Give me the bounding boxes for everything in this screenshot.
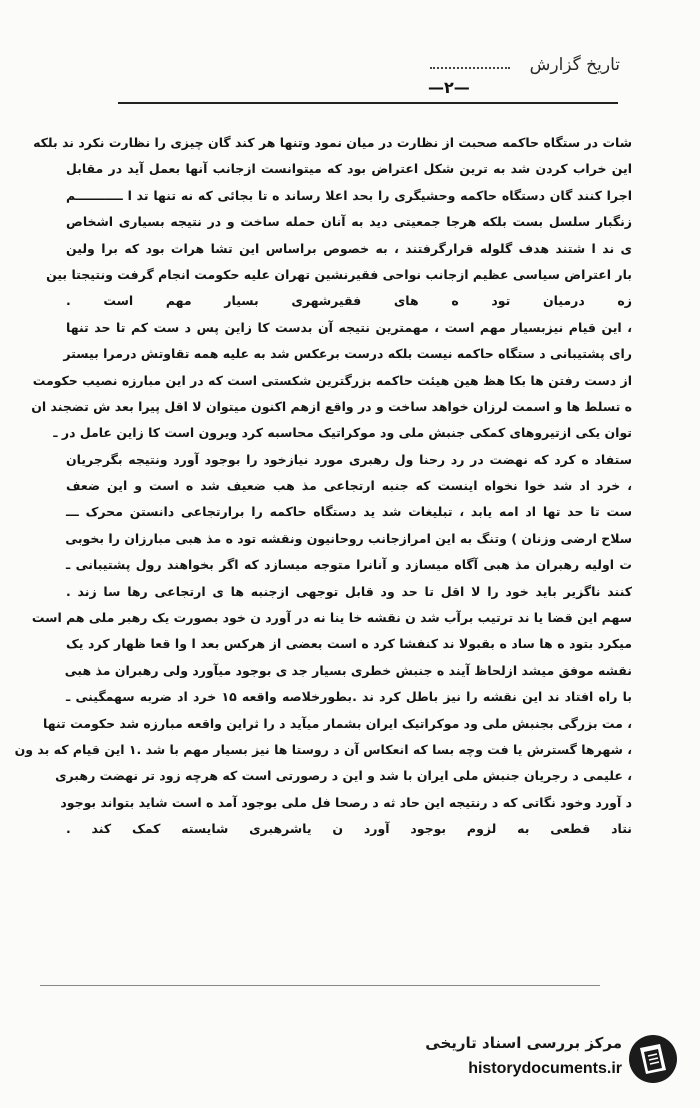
page-header [120, 55, 620, 85]
body-line: از دست رفتن ها بکا هظ هین هیئت حاکمه بزرگترین شکستی است که در این مبارزه نصیب حکومت [32, 372, 632, 388]
body-line: ، این قیام نیزبسیار مهم است ، مهمترین نتیجه آن بدست کا زاین پس د ست کم تا حد تنها [66, 319, 632, 335]
body-line: اجرا کنند گان دستگاه حاکمه وحشیگری را بحد اعلا رساند ه تا بجائی که نه تنها تد ا ـــــــــــم [66, 187, 632, 203]
body-line: سهم این قضا یا ند ترتیب برآب شد ن نقشه خا ینا نه در آورد ن خود بصورت یک رهبر ملی هم است [31, 610, 632, 626]
body-line: سلاح ارضی وزنان ) وتنگ به این امرازجانب روحانیون ونقشه تود ه مذ هبی مبارزان را بخوبی [65, 530, 632, 546]
body-line: بار اعتراض سیاسی عظیم ازجانب نواحی فقیرنشین تهران علیه حکومت انجام گرفت ونتیجتا بین [46, 266, 632, 282]
body-line: ست تا حد تها اد امه یابد ، تبلیغات شد ید دستگاه حاکمه را برارتجاعی دانستن محرک ـــ [66, 504, 632, 520]
logo-title: مرکز بررسی اسناد تاریخی [425, 1034, 622, 1052]
footer-rule [40, 985, 600, 986]
body-line: زه درمیان تود ه های فقیرشهری بسیار مهم است . [66, 293, 632, 309]
body-line: رای پشتیبانی د ستگاه حاکمه نیست بلکه درست برعکس شد به علیه همه تقاوتش درمرا بیستر [63, 346, 632, 362]
body-line: ستفاد ه کرد که نهضت در رد رحنا ول رهبری مورد نیازخود را بوجود آورد ونتیجه بگرجریان [66, 451, 632, 467]
body-line: ، خرد اد شد خوا نخواه اینست که جنبه ارتجاعی مذ هب ضعیف شد ه است و این ضعف [66, 478, 632, 494]
header-title: تاریخ گزارش [529, 55, 620, 75]
body-line: ، مت بزرگی بجنبش ملی ود موکراتیک ایران بشمار میآید د را ثراین واقعه مبارزه شد حکومت تنها [43, 715, 632, 731]
document-emblem-icon [626, 1032, 680, 1086]
body-line: نقشه موفق میشد ازلحاظ آیند ه جنبش خطری بسیار جد ی بوجود میآورد ولی رهبران مذ هبی [64, 662, 632, 678]
body-line: ه تسلط ها و اسمت لرزان خواهد ساخت و در واقع ازهم اکنون میتوان لا اقل پیرا بعد ش تضجند ان [31, 398, 632, 414]
body-line: ، شهرها گسترش یا فت وچه بسا که انعکاس آن د روستا ها نیز بسیار مهم با شد .۱ این قیام که بد ون [14, 741, 632, 757]
body-line: نتاد قطعی به لزوم بوجود آورد ن یاشرهبری شایسته کمک کند . [66, 821, 632, 837]
header-rule [118, 102, 618, 104]
body-line: با راه افتاد ند این نقشه را نیز باطل کرد ند .بطورخلاصه واقعه ۱۵ خرد اد ضربه سهمگینی ـ [66, 689, 632, 705]
body-line: زنگبار سلسل بست بلکه هرجا جمعیتی دید به آنان حمله ساخت و در نتیجه بسیاری اشخاص [66, 214, 632, 230]
header-dotted-line [430, 67, 510, 69]
body-line: این خراب کردن شد به ترین شکل اعتراض بود که میتوانست ازجانب آنها بعمل آید در مقابل [66, 161, 632, 177]
body-line: میکرد بتود ه ها ساد ه بقبولا ند کنفشا کرد ه است بعضی از هرکس بعد ا وا قعا ظهار کرد یک [66, 636, 632, 652]
body-text [14, 130, 632, 843]
body-line: شات در ستگاه حاکمه صحبت از نظارت در میان نمود وتنها هر کند گان چیزی را نظارت نکرد ند بلکه [33, 135, 632, 150]
logo-url: historydocuments.ir [468, 1060, 622, 1077]
body-line: ، علیمی د رجریان جنبش ملی ایران با شد و این د رصورتی است که هرچه زود تر نهضت رهبری [55, 768, 632, 784]
body-line: د آورد وخود نگاتی که د رنتیجه این حاد ثه د رصحا فل ملی بوجود آمد ه است شاید بتواند بوجود [60, 794, 632, 810]
page-number: —۲— [428, 78, 470, 97]
body-line: ی ند ا شتند هدف گلوله قرارگرفتند ، به خصوص براساس این تشا هرات بود که برا ولین [66, 240, 632, 256]
body-line: توان یکی ازتیروهای کمکی جنبش ملی ود موکراتیک محاسبه کرد ویرون است کا زاین عامل در ـ [53, 425, 632, 441]
body-line: کنند ناگزیر باید خود را لا اقل تا حد ود قابل توجهی ازجنبه ها ی ارتجاعی رها سا زند . [66, 583, 632, 599]
archive-logo [414, 1032, 684, 1092]
body-line: ت اولیه رهبران مذ هبی آگاه میسازد و آنانرا متوجه میسازد که اگر بخواهند رول پشتیبانی ـ [66, 557, 632, 573]
